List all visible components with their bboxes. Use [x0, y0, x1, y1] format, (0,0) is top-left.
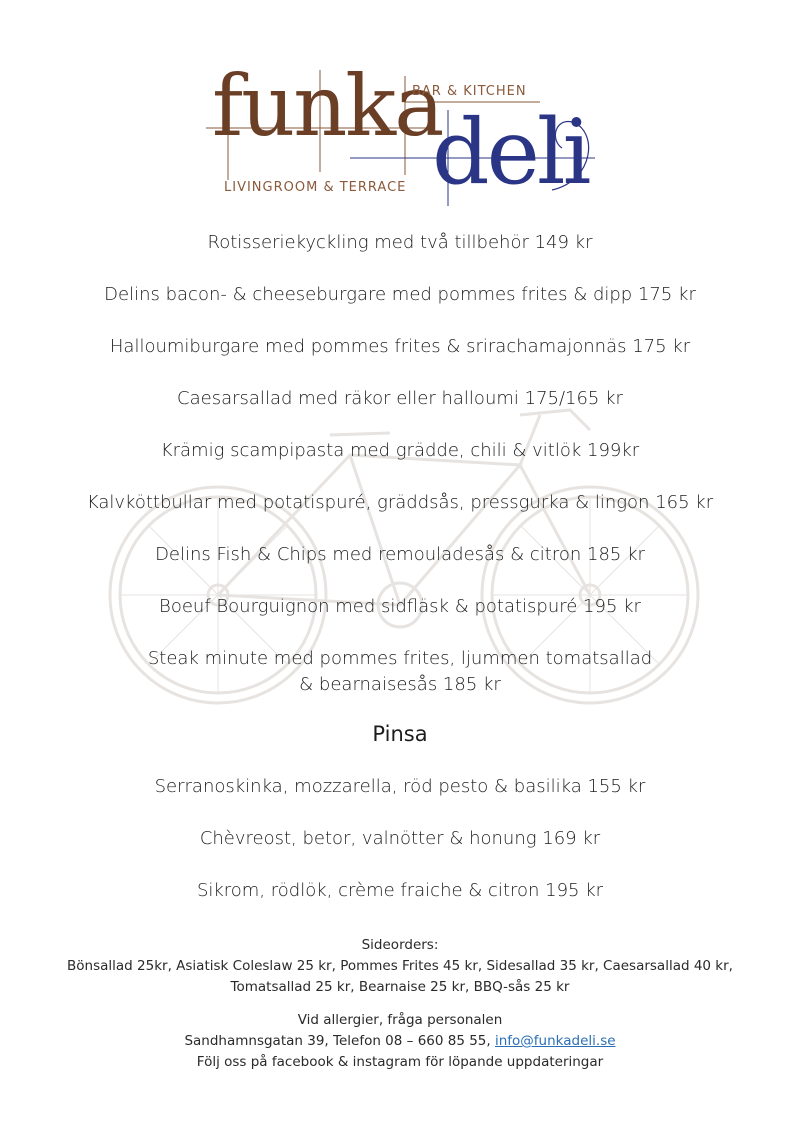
sideorders-title: Sideorders: — [361, 937, 439, 953]
address-text: Sandhamnsgatan 39, Telefon 08 – 660 85 55, — [184, 1033, 495, 1049]
social-note: Följ oss på facebook & instagram för löpande uppdateringar — [196, 1054, 604, 1070]
logo-tagline-bottom: LIVINGROOM & TERRACE — [224, 180, 407, 195]
address-line — [20, 1031, 780, 1052]
pinsa-item: Sikrom, rödlök, crème fraiche & citron 195 kr — [196, 880, 604, 901]
sideorders-block — [20, 935, 780, 998]
contact-block — [20, 1010, 780, 1073]
pinsa-heading: Pinsa — [372, 722, 428, 746]
pinsa-item: Chèvreost, betor, valnötter & honung 169 kr — [199, 828, 601, 849]
menu-item: Kalvköttbullar med potatispuré, gräddsås, pressgurka & lingon 165 kr — [86, 492, 714, 513]
funkadeli-logo — [200, 57, 600, 210]
menu-item: Boeuf Bourguignon med sidfläsk & potatispuré 195 kr — [159, 596, 641, 617]
menu-item: Rotisseriekyckling med två tillbehör 149 kr — [207, 232, 593, 253]
menu-item-steak-line-1: Steak minute med pommes frites, ljummen tomatsallad — [147, 648, 653, 669]
sideorders-line: Bönsallad 25kr, Asiatisk Coleslaw 25 kr, Pommes Frites 45 kr, Sidesallad 35 kr, Caesarsallad 40 kr, — [67, 958, 733, 974]
menu-item: Delins bacon- & cheeseburgare med pommes frites & dipp 175 kr — [104, 284, 696, 305]
pinsa-item: Serranoskinka, mozzarella, röd pesto & basilika 155 kr — [154, 776, 646, 797]
menu-item: Delins Fish & Chips med remouladesås & citron 185 kr — [155, 544, 645, 565]
allergy-note: Vid allergier, fråga personalen — [297, 1012, 503, 1028]
menu-item: Krämig scampipasta med grädde, chili & vitlök 199kr — [160, 440, 640, 461]
logo-tagline-top: BAR & KITCHEN — [412, 84, 527, 99]
email-link[interactable]: info@funkadeli.se — [494, 1033, 616, 1049]
logo-word-deli: deli — [432, 100, 589, 205]
main-menu — [40, 230, 760, 930]
logo-word-funka: funka — [212, 57, 443, 155]
menu-item-steak — [40, 646, 760, 698]
menu-item-steak-line-2: & bearnaisesås 185 kr — [299, 674, 501, 695]
menu-item: Halloumiburgare med pommes frites & srirachamajonnäs 175 kr — [109, 336, 691, 357]
footer — [20, 935, 780, 1085]
menu-item: Caesarsallad med räkor eller halloumi 175/165 kr — [177, 388, 623, 409]
sideorders-line: Tomatsallad 25 kr, Bearnaise 25 kr, BBQ-sås 25 kr — [230, 979, 570, 995]
